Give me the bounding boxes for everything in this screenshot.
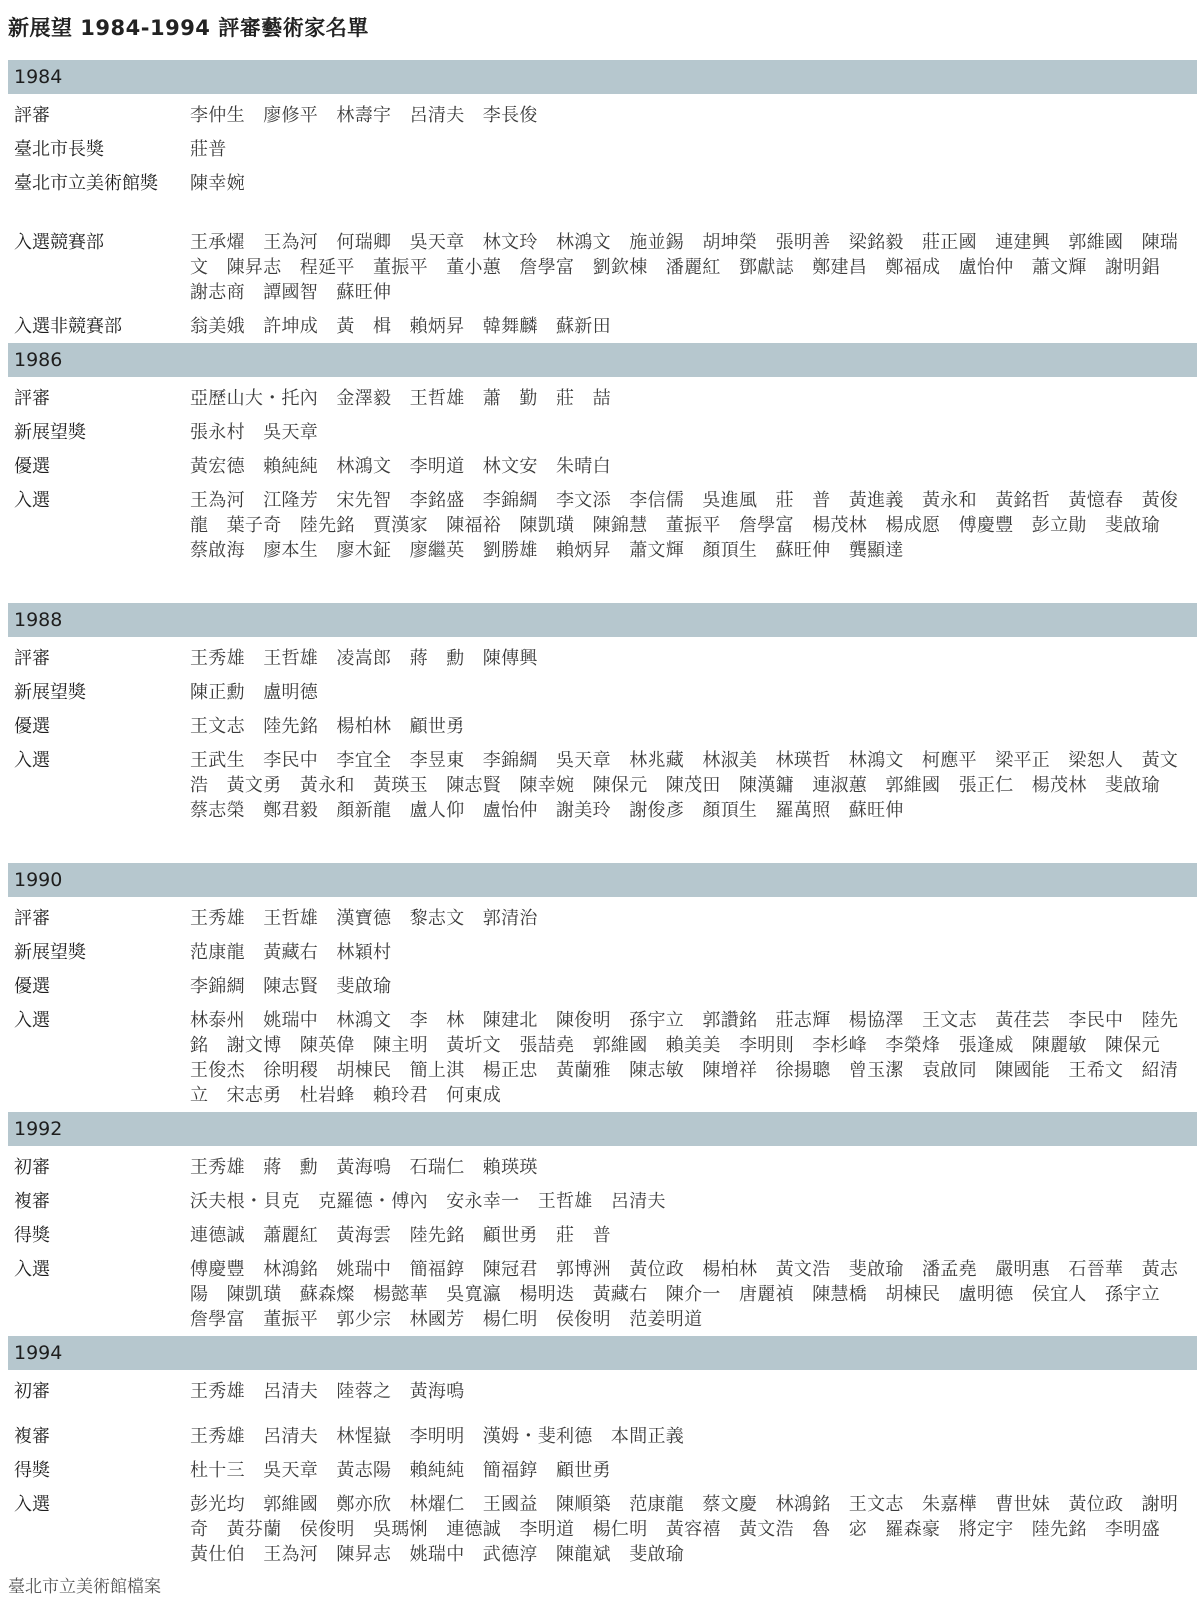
artist-names: 彭光均 郭維國 鄭亦欣 林燿仁 王國益 陳順築 范康龍 蔡文慶 林鴻銘 王文志 朱嘉樺 曹世妹 黃位政 謝明奇 黃芬蘭 侯俊明 吳瑪悧 連德誠 李明道 楊仁明 黃容禧 黃文浩 魯 宓 羅森豪 將定宇 陸先銘 李明盛 黃仕伯 王為河 陳昇志 姚瑞中 武德淳 陳龍斌 斐啟瑜 <box>190 1494 1179 1565</box>
award-row <box>0 420 1200 445</box>
award-category-label: 入選 <box>14 750 50 771</box>
artist-names: 連德誠 蕭麗紅 黃海雲 陸先銘 顧世勇 莊 普 <box>190 1225 611 1246</box>
artist-names: 林泰州 姚瑞中 林鴻文 李 林 陳建北 陳俊明 孫宇立 郭讚銘 莊志輝 楊協澤 王文志 黃荏芸 李民中 陸先銘 謝文博 陳英偉 陳主明 黃圻文 張喆堯 郭維國 賴美美 李明則 李杉峰 李榮烽 張逢威 陳麗敏 陳保元 王俊杰 徐明稷 胡棟民 簡上淇 楊正忠 黃蘭雅 陳志敏 陳增祥 徐揚聰 曾玉潔 袁啟同 陳國能 王希文 紹清立 宋志勇 杜岩蜂 賴玲君 何東成 <box>190 1010 1179 1106</box>
award-category-label: 初審 <box>14 1381 50 1402</box>
award-row <box>0 488 1200 563</box>
artist-names: 王為河 江隆芳 宋先智 李銘盛 李錦綢 李文添 李信儒 吳進風 莊 普 黃進義 黃永和 黃銘哲 黃憶春 黃俊龍 葉子奇 陸先銘 賈漢家 陳福裕 陳凱璜 陳錦慧 董振平 詹學富 楊茂林 楊成愿 傅慶豐 彭立勛 斐啟瑜 蔡啟海 廖本生 廖木鉦 廖繼英 劉勝雄 賴炳昇 蕭文輝 顏頂生 蘇旺伸 龔顯達 <box>190 490 1179 561</box>
artist-names: 沃夫根・貝克 克羅德・傅內 安永幸一 王哲雄 呂清夫 <box>190 1191 666 1212</box>
award-category-label: 優選 <box>14 716 50 737</box>
artist-names: 莊普 <box>190 139 227 160</box>
award-category-label: 新展望獎 <box>14 422 86 443</box>
year-label: 1990 <box>14 869 63 891</box>
year-header <box>8 603 1197 637</box>
award-row <box>0 230 1200 305</box>
artist-names: 王秀雄 王哲雄 凌嵩郎 蔣 勳 陳傳興 <box>190 648 538 669</box>
award-row <box>0 1223 1200 1248</box>
artist-names: 王秀雄 呂清夫 陸蓉之 黃海鳴 <box>190 1381 465 1402</box>
award-row <box>0 1492 1200 1567</box>
year-header <box>8 343 1197 377</box>
year-section <box>0 1112 1200 1336</box>
award-sections <box>0 60 1200 1571</box>
award-category-label: 優選 <box>14 456 50 477</box>
award-category-label: 得獎 <box>14 1460 50 1481</box>
award-row <box>0 1424 1200 1449</box>
year-label: 1984 <box>14 66 63 88</box>
award-row <box>0 1008 1200 1108</box>
award-row <box>0 386 1200 411</box>
artist-names: 王武生 李民中 李宜全 李昱東 李錦綢 吳天章 林兆藏 林淑美 林瑛哲 林鴻文 柯應平 梁平正 梁恕人 黃文浩 黃文勇 黃永和 黃瑛玉 陳志賢 陳幸婉 陳保元 陳茂田 陳漢鏞 連淑蕙 郭維國 張正仁 楊茂林 斐啟瑜 蔡志榮 鄭君毅 顏新龍 盧人仰 盧怡仲 謝美玲 謝俊彥 顏頂生 羅萬照 蘇旺伸 <box>190 750 1179 821</box>
award-category-label: 評審 <box>14 105 50 126</box>
award-row <box>0 680 1200 705</box>
year-section <box>0 603 1200 863</box>
year-label: 1986 <box>14 349 63 371</box>
award-row <box>0 171 1200 196</box>
artist-names: 翁美娥 許坤成 黃 楫 賴炳昇 韓舞麟 蘇新田 <box>190 316 611 337</box>
award-category-label: 入選 <box>14 1010 50 1031</box>
award-row <box>0 714 1200 739</box>
year-section <box>0 60 1200 343</box>
award-category-label: 得獎 <box>14 1225 50 1246</box>
award-category-label: 入選競賽部 <box>14 232 104 253</box>
year-section <box>0 863 1200 1112</box>
award-row <box>0 314 1200 339</box>
artist-names: 張永村 吳天章 <box>190 422 319 443</box>
artist-names: 杜十三 吳天章 黃志陽 賴純純 簡福錞 顧世勇 <box>190 1460 611 1481</box>
award-category-label: 複審 <box>14 1191 50 1212</box>
award-row <box>0 906 1200 931</box>
award-row <box>0 974 1200 999</box>
year-header <box>8 1112 1197 1146</box>
award-row <box>0 940 1200 965</box>
artist-names: 王秀雄 蔣 勳 黃海鳴 石瑞仁 賴瑛瑛 <box>190 1157 538 1178</box>
award-category-label: 臺北市立美術館獎 <box>14 173 158 194</box>
award-row <box>0 137 1200 162</box>
artist-names: 陳幸婉 <box>190 173 245 194</box>
award-row <box>0 646 1200 671</box>
award-row <box>0 1458 1200 1483</box>
award-row <box>0 1257 1200 1332</box>
artist-names: 傅慶豐 林鴻銘 姚瑞中 簡福錞 陳冠君 郭博洲 黃位政 楊柏林 黃文浩 斐啟瑜 潘孟堯 嚴明惠 石晉華 黃志陽 陳凱璜 蘇森燦 楊懿華 吳寬瀛 楊明迭 黃藏右 陳介一 唐麗禎 陳慧橋 胡棟民 盧明德 侯宜人 孫宇立 詹學富 董振平 郭少宗 林國芳 楊仁明 侯俊明 范姜明道 <box>190 1259 1179 1330</box>
year-label: 1988 <box>14 609 63 631</box>
award-category-label: 新展望獎 <box>14 682 86 703</box>
award-row <box>0 748 1200 823</box>
artist-names: 王秀雄 呂清夫 林惺嶽 李明明 漢姆・斐利德 本間正義 <box>190 1426 685 1447</box>
award-category-label: 入選 <box>14 490 50 511</box>
year-header <box>8 60 1197 94</box>
award-category-label: 入選 <box>14 1259 50 1280</box>
artist-names: 陳正勳 盧明德 <box>190 682 319 703</box>
award-row <box>0 103 1200 128</box>
award-row <box>0 1379 1200 1404</box>
artist-names: 亞歷山大・托內 金澤毅 王哲雄 蕭 勤 莊 喆 <box>190 388 611 409</box>
artist-names: 李錦綢 陳志賢 斐啟瑜 <box>190 976 392 997</box>
page-title: 新展望 1984-1994 評審藝術家名單 <box>8 16 369 40</box>
year-header <box>8 1336 1197 1370</box>
award-row <box>0 1155 1200 1180</box>
award-category-label: 評審 <box>14 648 50 669</box>
award-category-label: 臺北市長獎 <box>14 139 104 160</box>
award-category-label: 複審 <box>14 1426 50 1447</box>
award-category-label: 新展望獎 <box>14 942 86 963</box>
year-label: 1994 <box>14 1342 63 1364</box>
year-label: 1992 <box>14 1118 63 1140</box>
award-category-label: 評審 <box>14 908 50 929</box>
artist-names: 王文志 陸先銘 楊柏林 顧世勇 <box>190 716 465 737</box>
year-section <box>0 1336 1200 1571</box>
award-category-label: 優選 <box>14 976 50 997</box>
year-header <box>8 863 1197 897</box>
source-caption: 臺北市立美術館檔案 <box>8 1577 161 1597</box>
artist-names: 李仲生 廖修平 林壽宇 呂清夫 李長俊 <box>190 105 538 126</box>
year-section <box>0 343 1200 603</box>
artist-names: 范康龍 黃藏右 林穎村 <box>190 942 392 963</box>
artist-names: 王秀雄 王哲雄 漢寶德 黎志文 郭清治 <box>190 908 538 929</box>
award-row <box>0 454 1200 479</box>
award-category-label: 入選非競賽部 <box>14 316 122 337</box>
award-category-label: 評審 <box>14 388 50 409</box>
award-category-label: 入選 <box>14 1494 50 1515</box>
artist-names: 王承燿 王為河 何瑞卿 吳天章 林文玲 林鴻文 施並錫 胡坤榮 張明善 梁銘毅 莊正國 連建興 郭維國 陳瑞文 陳昇志 程延平 董振平 董小蕙 詹學富 劉欽棟 潘麗紅 鄧獻誌 鄭建昌 鄭福成 盧怡仲 蕭文輝 謝明錩 謝志商 譚國智 蘇旺伸 <box>190 232 1179 303</box>
artist-names: 黃宏德 賴純純 林鴻文 李明道 林文安 朱晴白 <box>190 456 611 477</box>
award-row <box>0 1189 1200 1214</box>
award-category-label: 初審 <box>14 1157 50 1178</box>
